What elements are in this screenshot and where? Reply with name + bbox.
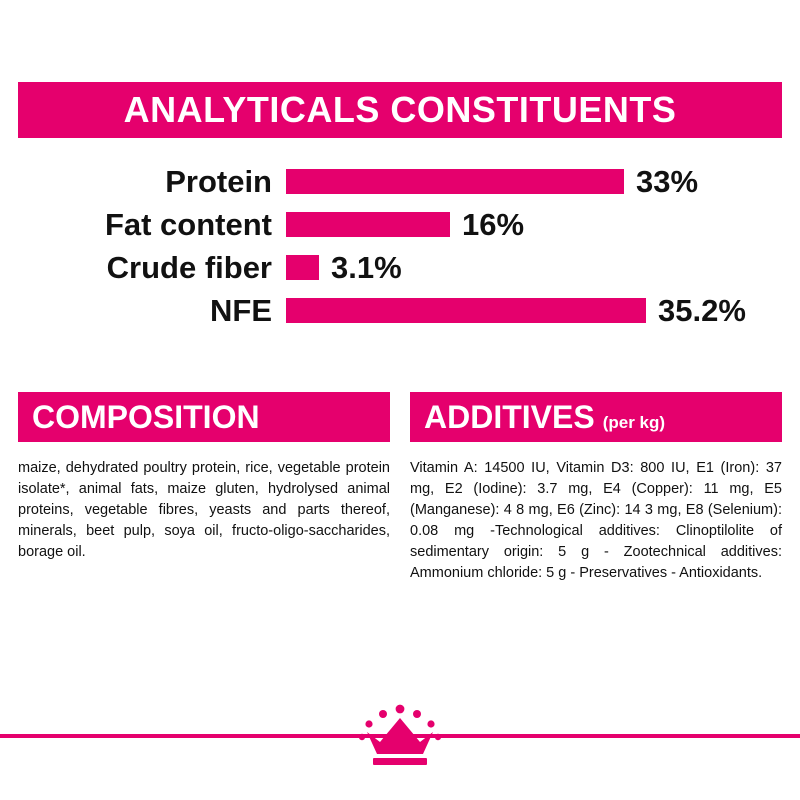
analyticals-header (18, 82, 782, 138)
composition-text: maize, dehydrated poultry protein, rice, vegetable protein isolate*, animal fats, maize gluten, hydrolysed animal proteins, vegetable fibres, yeasts and parts thereof, minerals, beet pulp, soya oil, fructo-oligo-saccharides, borage oil. (18, 460, 390, 561)
bar-track (286, 246, 782, 289)
bar-value-nfe: 35.2% (658, 293, 746, 328)
additives-header (410, 392, 782, 442)
analyticals-section (18, 82, 782, 332)
additives-title: ADDITIVES (424, 399, 595, 435)
additives-text: Vitamin A: 14500 IU, Vitamin D3: 800 IU, E1 (Iron): 37 mg, E2 (Iodine): 3.7 mg, E4 (Copper): 11 mg, E5 (Manganese): 4 8 mg, E6 (Zinc): 14 3 mg, E8 (Selenium): 0.08 mg -Technological additives: Clinoptilolite of sedimentary origin: 5 g - Zootechnical additives: Ammonium chloride: 5 g - Preservatives - Antioxidants. (410, 460, 782, 582)
chart-row (18, 246, 782, 289)
chart-row (18, 289, 782, 332)
additives-subtitle: (per kg) (602, 413, 666, 432)
chart-row (18, 160, 782, 203)
bar-value-protein: 33% (636, 164, 699, 199)
royal-canin-crown-icon (357, 704, 443, 766)
bar-track (286, 289, 782, 332)
bar-label-fat-content: Fat content (104, 207, 272, 242)
bar-value-fat-content: 16% (462, 207, 525, 242)
bar-value-crude-fiber: 3.1% (331, 250, 402, 285)
analyticals-bar-chart (18, 160, 782, 332)
analyticals-title: ANALYTICALS CONSTITUENTS (123, 89, 677, 130)
composition-title: COMPOSITION (32, 399, 260, 435)
details-panels (18, 392, 782, 584)
bar-label-protein: Protein (165, 164, 272, 199)
additives-panel (410, 392, 782, 584)
bar-fill-protein (286, 169, 624, 194)
bar-fill-nfe (286, 298, 646, 323)
composition-panel (18, 392, 390, 584)
bar-label-nfe: NFE (210, 293, 272, 328)
bar-fill-fat-content (286, 212, 450, 237)
bar-track (286, 203, 782, 246)
bar-label-crude-fiber: Crude fiber (106, 250, 272, 285)
composition-header (18, 392, 390, 442)
bar-fill-crude-fiber (286, 255, 319, 280)
chart-row (18, 203, 782, 246)
bar-track (286, 160, 782, 203)
